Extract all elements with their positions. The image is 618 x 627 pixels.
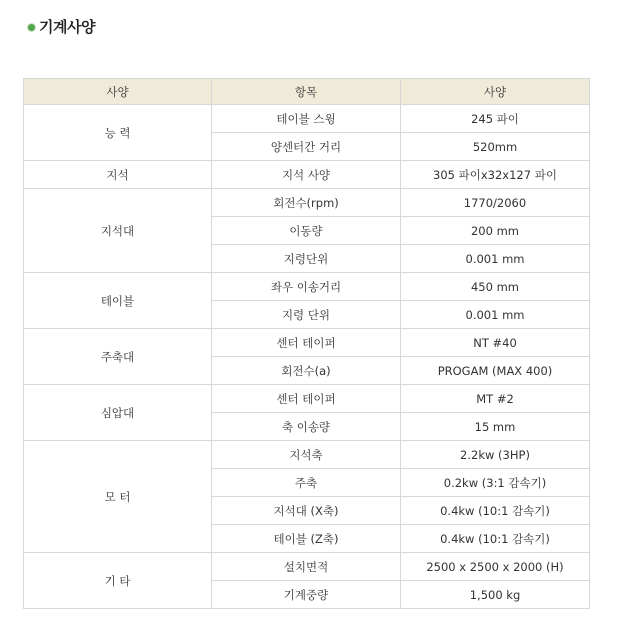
table-row xyxy=(24,161,590,189)
item-cell: 회전수(rpm) xyxy=(212,189,401,217)
category-cell: 모 터 xyxy=(24,441,212,553)
category-cell: 지석 xyxy=(24,161,212,189)
spec-cell: 305 파이x32x127 파이 xyxy=(401,161,590,189)
spec-cell: 0.001 mm xyxy=(401,301,590,329)
item-cell: 좌우 이송거리 xyxy=(212,273,401,301)
table-row xyxy=(24,329,590,357)
section-title xyxy=(27,14,95,38)
spec-cell: 2500 x 2500 x 2000 (H) xyxy=(401,553,590,581)
item-cell: 회전수(a) xyxy=(212,357,401,385)
table-header-row xyxy=(24,79,590,105)
spec-cell: 1,500 kg xyxy=(401,581,590,609)
item-cell: 지령 단위 xyxy=(212,301,401,329)
spec-cell: 0.4kw (10:1 감속기) xyxy=(401,525,590,553)
category-cell: 심압대 xyxy=(24,385,212,441)
table-body xyxy=(24,105,590,609)
item-cell: 축 이송량 xyxy=(212,413,401,441)
spec-cell: 450 mm xyxy=(401,273,590,301)
header-spec: 사양 xyxy=(401,79,590,105)
spec-cell: PROGAM (MAX 400) xyxy=(401,357,590,385)
item-cell: 지석대 (X축) xyxy=(212,497,401,525)
spec-table xyxy=(23,78,590,609)
spec-cell: MT #2 xyxy=(401,385,590,413)
table-row xyxy=(24,273,590,301)
category-cell: 지석대 xyxy=(24,189,212,273)
spec-cell: 520mm xyxy=(401,133,590,161)
category-cell: 기 타 xyxy=(24,553,212,609)
category-cell: 테이블 xyxy=(24,273,212,329)
spec-cell: 1770/2060 xyxy=(401,189,590,217)
spec-cell: 2.2kw (3HP) xyxy=(401,441,590,469)
item-cell: 지석축 xyxy=(212,441,401,469)
category-cell: 능 력 xyxy=(24,105,212,161)
item-cell: 지령단위 xyxy=(212,245,401,273)
spec-cell: 0.4kw (10:1 감속기) xyxy=(401,497,590,525)
item-cell: 테이블 스윙 xyxy=(212,105,401,133)
item-cell: 기계중량 xyxy=(212,581,401,609)
table-row xyxy=(24,105,590,133)
item-cell: 이동량 xyxy=(212,217,401,245)
spec-cell: 0.2kw (3:1 감속기) xyxy=(401,469,590,497)
bullet-icon xyxy=(27,23,36,32)
category-cell: 주축대 xyxy=(24,329,212,385)
spec-cell: 200 mm xyxy=(401,217,590,245)
spec-cell: NT #40 xyxy=(401,329,590,357)
page-title: 기계사양 xyxy=(39,17,95,36)
spec-cell: 15 mm xyxy=(401,413,590,441)
item-cell: 센터 테이퍼 xyxy=(212,385,401,413)
table-row xyxy=(24,385,590,413)
header-item: 항목 xyxy=(212,79,401,105)
table-row xyxy=(24,189,590,217)
spec-cell: 245 파이 xyxy=(401,105,590,133)
item-cell: 지석 사양 xyxy=(212,161,401,189)
spec-cell: 0.001 mm xyxy=(401,245,590,273)
item-cell: 양센터간 거리 xyxy=(212,133,401,161)
table-row xyxy=(24,553,590,581)
item-cell: 테이블 (Z축) xyxy=(212,525,401,553)
header-category: 사양 xyxy=(24,79,212,105)
item-cell: 주축 xyxy=(212,469,401,497)
item-cell: 센터 테이퍼 xyxy=(212,329,401,357)
item-cell: 설치면적 xyxy=(212,553,401,581)
table-row xyxy=(24,441,590,469)
